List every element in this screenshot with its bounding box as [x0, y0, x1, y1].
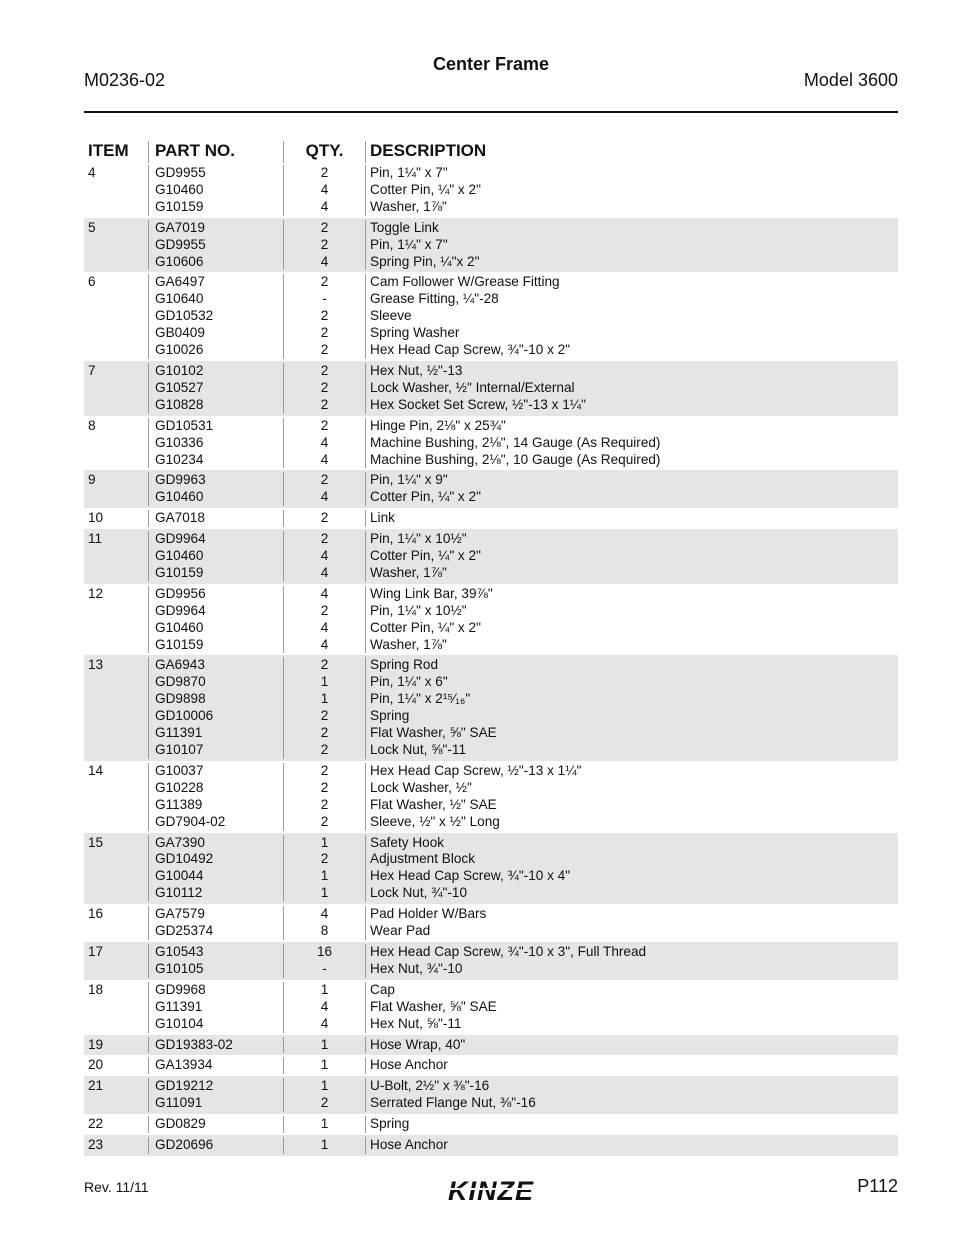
quantity: 4	[320, 1015, 329, 1031]
part-number-cell	[148, 531, 283, 582]
part-number-cell	[148, 1137, 283, 1154]
quantity-cell	[283, 906, 365, 940]
description-cell	[365, 1037, 898, 1054]
quantity: 2	[320, 236, 329, 252]
part-number-cell	[148, 944, 283, 978]
description: Cap	[370, 981, 395, 997]
part-number: G10107	[155, 742, 204, 757]
quantity: 2	[320, 379, 329, 395]
part-number: GD9964	[155, 602, 206, 618]
part-number-cell	[148, 1057, 283, 1074]
quantity: 2	[320, 362, 329, 378]
description-cell	[365, 1078, 898, 1112]
item-number: 16	[88, 906, 104, 922]
description: Cam Follower W/Grease Fitting	[370, 274, 560, 290]
table-row-group	[84, 529, 898, 584]
part-number-cell	[148, 835, 283, 903]
quantity: 4	[320, 585, 329, 601]
header-rule	[84, 111, 898, 113]
item-number: 4	[88, 165, 96, 180]
quantity-cell	[283, 1137, 365, 1154]
description: Lock Washer, ½"	[370, 779, 472, 795]
quantity: 2	[320, 1095, 329, 1111]
description: Flat Washer, ⅝" SAE	[370, 998, 497, 1014]
part-number: GA6497	[155, 274, 205, 290]
item-number: 12	[88, 585, 104, 601]
quantity: 1	[320, 885, 329, 901]
quantity: 4	[320, 181, 329, 197]
part-number: GD9964	[155, 531, 206, 547]
quantity: 1	[320, 691, 329, 707]
part-number: GD19383-02	[155, 1036, 233, 1052]
description-cell	[365, 944, 898, 978]
description: Hose Anchor	[370, 1137, 448, 1153]
part-number: GA7579	[155, 906, 205, 922]
table-header	[84, 139, 898, 163]
quantity: 1	[320, 868, 329, 884]
table-row-group	[84, 904, 898, 942]
part-number: G10102	[155, 362, 204, 378]
quantity: 2	[320, 779, 329, 795]
quantity-cell	[283, 763, 365, 831]
quantity: 2	[320, 813, 329, 829]
description-cell	[365, 363, 898, 414]
quantity: 1	[320, 1057, 329, 1073]
part-number-cell	[148, 220, 283, 271]
description: Hose Wrap, 40"	[370, 1036, 466, 1052]
part-number-cell	[148, 1078, 283, 1112]
quantity: 2	[320, 708, 329, 724]
quantity: 1	[320, 1036, 329, 1052]
description: Pin, 1¼" x 2¹⁵⁄₁₆"	[370, 691, 471, 707]
quantity: 16	[316, 943, 333, 959]
quantity: 4	[320, 636, 329, 652]
part-number: G10460	[155, 619, 204, 635]
description-cell	[365, 763, 898, 831]
item-number: 19	[88, 1036, 104, 1052]
description: Lock Washer, ½" Internal/External	[370, 379, 575, 395]
quantity-cell	[283, 274, 365, 359]
description-cell	[365, 1057, 898, 1074]
item-number: 5	[88, 219, 96, 235]
part-number: GD9963	[155, 472, 206, 488]
page-title: Center Frame	[432, 54, 550, 74]
part-number: G11091	[155, 1095, 203, 1111]
table-row-group	[84, 942, 898, 980]
quantity: 4	[320, 998, 329, 1014]
quantity: 2	[320, 725, 329, 741]
description: Hinge Pin, 2⅛" x 25¾"	[370, 417, 506, 433]
table-row-group	[84, 655, 898, 760]
part-number-cell	[148, 274, 283, 359]
quantity-cell	[283, 586, 365, 654]
part-number-cell	[148, 418, 283, 469]
description-cell	[365, 982, 898, 1033]
quantity: 2	[320, 219, 329, 235]
description: Serrated Flange Nut, ⅜"-16	[370, 1095, 536, 1111]
description: Pin, 1¼" x 10½"	[370, 602, 467, 618]
description: Safety Hook	[370, 834, 445, 850]
table-row-group	[84, 980, 898, 1035]
part-number: G10159	[155, 636, 204, 652]
part-number: GD9956	[155, 585, 206, 601]
description: Washer, 1⅞"	[370, 564, 447, 580]
item-number: 8	[88, 417, 96, 433]
description-cell	[365, 274, 898, 359]
part-number: G10159	[155, 198, 204, 214]
description: Hex Nut, ⅝"-11	[370, 1015, 462, 1031]
description: Hex Head Cap Screw, ¾"-10 x 3", Full Thread	[370, 943, 647, 959]
part-number: GD10006	[155, 708, 214, 724]
description: Sleeve, ½" x ½" Long	[370, 813, 500, 829]
part-number: G10460	[155, 489, 204, 505]
part-number: G11389	[155, 796, 203, 812]
part-number-cell	[148, 586, 283, 654]
part-number-cell	[148, 363, 283, 414]
model-label: Model 3600	[803, 70, 898, 90]
quantity-cell	[283, 1057, 365, 1074]
description: Wing Link Bar, 39⅞"	[370, 585, 493, 601]
part-number: G10112	[155, 885, 203, 901]
description: Hex Socket Set Screw, ½"-13 x 1¼"	[370, 396, 586, 412]
quantity-cell	[283, 220, 365, 271]
quantity: 2	[320, 602, 329, 618]
revision-label: Rev. 11/11	[84, 1179, 149, 1195]
part-number: GD9955	[155, 236, 206, 252]
quantity: 8	[320, 923, 329, 939]
quantity: 1	[320, 1078, 329, 1094]
part-number: G10026	[155, 342, 204, 358]
quantity: 2	[320, 742, 329, 757]
quantity: 2	[320, 165, 329, 180]
item-number: 20	[88, 1057, 104, 1073]
part-number: GD10531	[155, 417, 214, 433]
part-number: GB0409	[155, 325, 205, 341]
table-row-group	[84, 761, 898, 833]
quantity: 2	[320, 531, 329, 547]
table-row-group	[84, 1076, 898, 1114]
table-row-group	[84, 163, 898, 218]
part-number: GD9870	[155, 674, 206, 690]
description: Hex Head Cap Screw, ½"-13 x 1¼"	[370, 762, 582, 778]
kinze-logo	[432, 1176, 550, 1206]
part-number-cell	[148, 982, 283, 1033]
quantity-cell	[283, 1078, 365, 1112]
description: U-Bolt, 2½" x ⅜"-16	[370, 1078, 490, 1094]
description-cell	[365, 418, 898, 469]
item-number: 6	[88, 274, 96, 290]
description: Wear Pad	[370, 923, 431, 939]
quantity: 2	[320, 472, 329, 488]
page-number: P112	[857, 1176, 898, 1196]
description: Adjustment Block	[370, 851, 476, 867]
item-number: 9	[88, 472, 96, 488]
part-number: GD19212	[155, 1078, 214, 1094]
description: Hex Nut, ¾"-10	[370, 960, 463, 976]
quantity-cell	[283, 165, 365, 216]
quantity: 1	[320, 981, 329, 997]
col-part-header: PART NO.	[148, 141, 283, 163]
quantity: 2	[320, 325, 329, 341]
part-number: G10336	[155, 434, 204, 450]
part-number-cell	[148, 472, 283, 506]
part-number: G10234	[155, 451, 204, 467]
quantity: -	[322, 291, 327, 307]
parts-table	[84, 139, 898, 1156]
quantity: 4	[320, 548, 329, 564]
item-number: 15	[88, 834, 104, 850]
description: Pin, 1¼" x 10½"	[370, 531, 467, 547]
part-number: G10527	[155, 379, 204, 395]
quantity: 2	[320, 308, 329, 324]
part-number: G11391	[155, 998, 203, 1014]
table-row-group	[84, 1135, 898, 1156]
quantity-cell	[283, 418, 365, 469]
description: Hex Head Cap Screw, ¾"-10 x 2"	[370, 342, 571, 358]
quantity: 2	[320, 851, 329, 867]
description: Flat Washer, ½" SAE	[370, 796, 497, 812]
document-number: M0236-02	[84, 70, 166, 90]
part-number: GD25374	[155, 923, 214, 939]
description: Pin, 1¼" x 7"	[370, 236, 448, 252]
part-number: GA7018	[155, 510, 205, 526]
part-number: G10159	[155, 564, 204, 580]
table-row-group	[84, 416, 898, 471]
quantity-cell	[283, 472, 365, 506]
item-number: 22	[88, 1116, 104, 1132]
description: Flat Washer, ⅝" SAE	[370, 725, 497, 741]
description: Toggle Link	[370, 219, 439, 235]
description: Link	[370, 510, 395, 526]
quantity: 4	[320, 451, 329, 467]
quantity: 4	[320, 434, 329, 450]
part-number: G10460	[155, 548, 204, 564]
part-number-cell	[148, 763, 283, 831]
table-row-group	[84, 218, 898, 273]
description: Hex Head Cap Screw, ¾"-10 x 4"	[370, 868, 571, 884]
item-number: 10	[88, 510, 104, 526]
description-cell	[365, 1116, 898, 1133]
part-number: G11391	[155, 725, 203, 741]
quantity: -	[322, 960, 327, 976]
description: Spring Washer	[370, 325, 460, 341]
quantity-cell	[283, 835, 365, 903]
col-desc-header: DESCRIPTION	[365, 141, 898, 163]
description: Cotter Pin, ¼" x 2"	[370, 181, 481, 197]
item-number: 11	[88, 531, 103, 547]
description: Cotter Pin, ¼" x 2"	[370, 489, 481, 505]
table-row-group	[84, 272, 898, 361]
part-number: GD0829	[155, 1116, 206, 1132]
part-number-cell	[148, 657, 283, 758]
description: Spring Pin, ¼"x 2"	[370, 253, 480, 269]
part-number: GA7019	[155, 219, 205, 235]
description-cell	[365, 531, 898, 582]
description: Washer, 1⅞"	[370, 636, 447, 652]
quantity: 1	[320, 1116, 329, 1132]
description: Machine Bushing, 2⅛", 14 Gauge (As Required)	[370, 434, 661, 450]
part-number: G10543	[155, 943, 204, 959]
col-qty-header: QTY.	[283, 141, 365, 163]
quantity: 2	[320, 417, 329, 433]
part-number: G10828	[155, 396, 204, 412]
part-number: GA6943	[155, 657, 205, 673]
description: Pad Holder W/Bars	[370, 906, 487, 922]
col-item-header: ITEM	[88, 141, 129, 160]
part-number: G10228	[155, 779, 204, 795]
quantity: 4	[320, 619, 329, 635]
description: Sleeve	[370, 308, 412, 324]
quantity-cell	[283, 982, 365, 1033]
quantity: 1	[320, 1137, 329, 1153]
part-number: GD9955	[155, 165, 206, 180]
quantity: 4	[320, 198, 329, 214]
description-cell	[365, 657, 898, 758]
logo-text: KINZE	[448, 1176, 534, 1206]
table-row-group	[84, 833, 898, 905]
part-number: G10460	[155, 181, 204, 197]
description: Lock Nut, ⅝"-11	[370, 742, 466, 757]
description-cell	[365, 472, 898, 506]
part-number: G10640	[155, 291, 204, 307]
part-number-cell	[148, 1037, 283, 1054]
part-number: GA7390	[155, 834, 205, 850]
item-number: 13	[88, 657, 104, 673]
part-number-cell	[148, 1116, 283, 1133]
description: Machine Bushing, 2⅛", 10 Gauge (As Required)	[370, 451, 661, 467]
description: Grease Fitting, ¼"-28	[370, 291, 499, 307]
quantity: 2	[320, 510, 329, 526]
table-row-group	[84, 584, 898, 656]
table-row-group	[84, 508, 898, 529]
quantity: 2	[320, 396, 329, 412]
part-number: G10606	[155, 253, 204, 269]
part-number: G10044	[155, 868, 204, 884]
quantity: 2	[320, 762, 329, 778]
description: Pin, 1¼" x 9"	[370, 472, 448, 488]
description: Spring	[370, 1116, 410, 1132]
part-number-cell	[148, 510, 283, 527]
part-number-cell	[148, 165, 283, 216]
description: Washer, 1⅞"	[370, 198, 447, 214]
part-number: GD20696	[155, 1137, 214, 1153]
part-number: G10104	[155, 1015, 204, 1031]
part-number: GD9968	[155, 981, 206, 997]
description: Pin, 1¼" x 6"	[370, 674, 448, 690]
description-cell	[365, 906, 898, 940]
quantity-cell	[283, 510, 365, 527]
quantity: 4	[320, 906, 329, 922]
table-row-group	[84, 1114, 898, 1135]
part-number: G10105	[155, 960, 204, 976]
description: Spring	[370, 708, 410, 724]
item-number: 18	[88, 981, 104, 997]
quantity: 2	[320, 274, 329, 290]
quantity: 2	[320, 796, 329, 812]
quantity-cell	[283, 944, 365, 978]
description-cell	[365, 510, 898, 527]
description: Cotter Pin, ¼" x 2"	[370, 548, 481, 564]
description-cell	[365, 165, 898, 216]
description: Spring Rod	[370, 657, 439, 673]
part-number: GD10492	[155, 851, 214, 867]
description: Cotter Pin, ¼" x 2"	[370, 619, 481, 635]
description: Lock Nut, ¾"-10	[370, 885, 468, 901]
item-number: 17	[88, 943, 104, 959]
table-row-group	[84, 470, 898, 508]
part-number: GA13934	[155, 1057, 213, 1073]
quantity: 1	[320, 834, 329, 850]
quantity-cell	[283, 1116, 365, 1133]
description-cell	[365, 586, 898, 654]
quantity: 4	[320, 564, 329, 580]
item-number: 21	[88, 1078, 104, 1094]
quantity-cell	[283, 363, 365, 414]
quantity-cell	[283, 531, 365, 582]
description-cell	[365, 220, 898, 271]
item-number: 7	[88, 362, 96, 378]
quantity: 1	[320, 674, 329, 690]
table-row-group	[84, 1055, 898, 1076]
part-number: GD7904-02	[155, 813, 226, 829]
quantity-cell	[283, 1037, 365, 1054]
quantity: 4	[320, 253, 329, 269]
item-number: 23	[88, 1137, 104, 1153]
table-body	[84, 163, 898, 1156]
description: Pin, 1¼" x 7"	[370, 165, 448, 180]
table-row-group	[84, 1035, 898, 1056]
item-number: 14	[88, 762, 104, 778]
part-number: G10037	[155, 762, 204, 778]
description: Hose Anchor	[370, 1057, 448, 1073]
quantity: 2	[320, 342, 329, 358]
part-number: GD9898	[155, 691, 206, 707]
description: Hex Nut, ½"-13	[370, 362, 463, 378]
description-cell	[365, 835, 898, 903]
table-row-group	[84, 361, 898, 416]
quantity-cell	[283, 657, 365, 758]
quantity: 2	[320, 657, 329, 673]
quantity: 4	[320, 489, 329, 505]
description-cell	[365, 1137, 898, 1154]
part-number-cell	[148, 906, 283, 940]
part-number: GD10532	[155, 308, 214, 324]
